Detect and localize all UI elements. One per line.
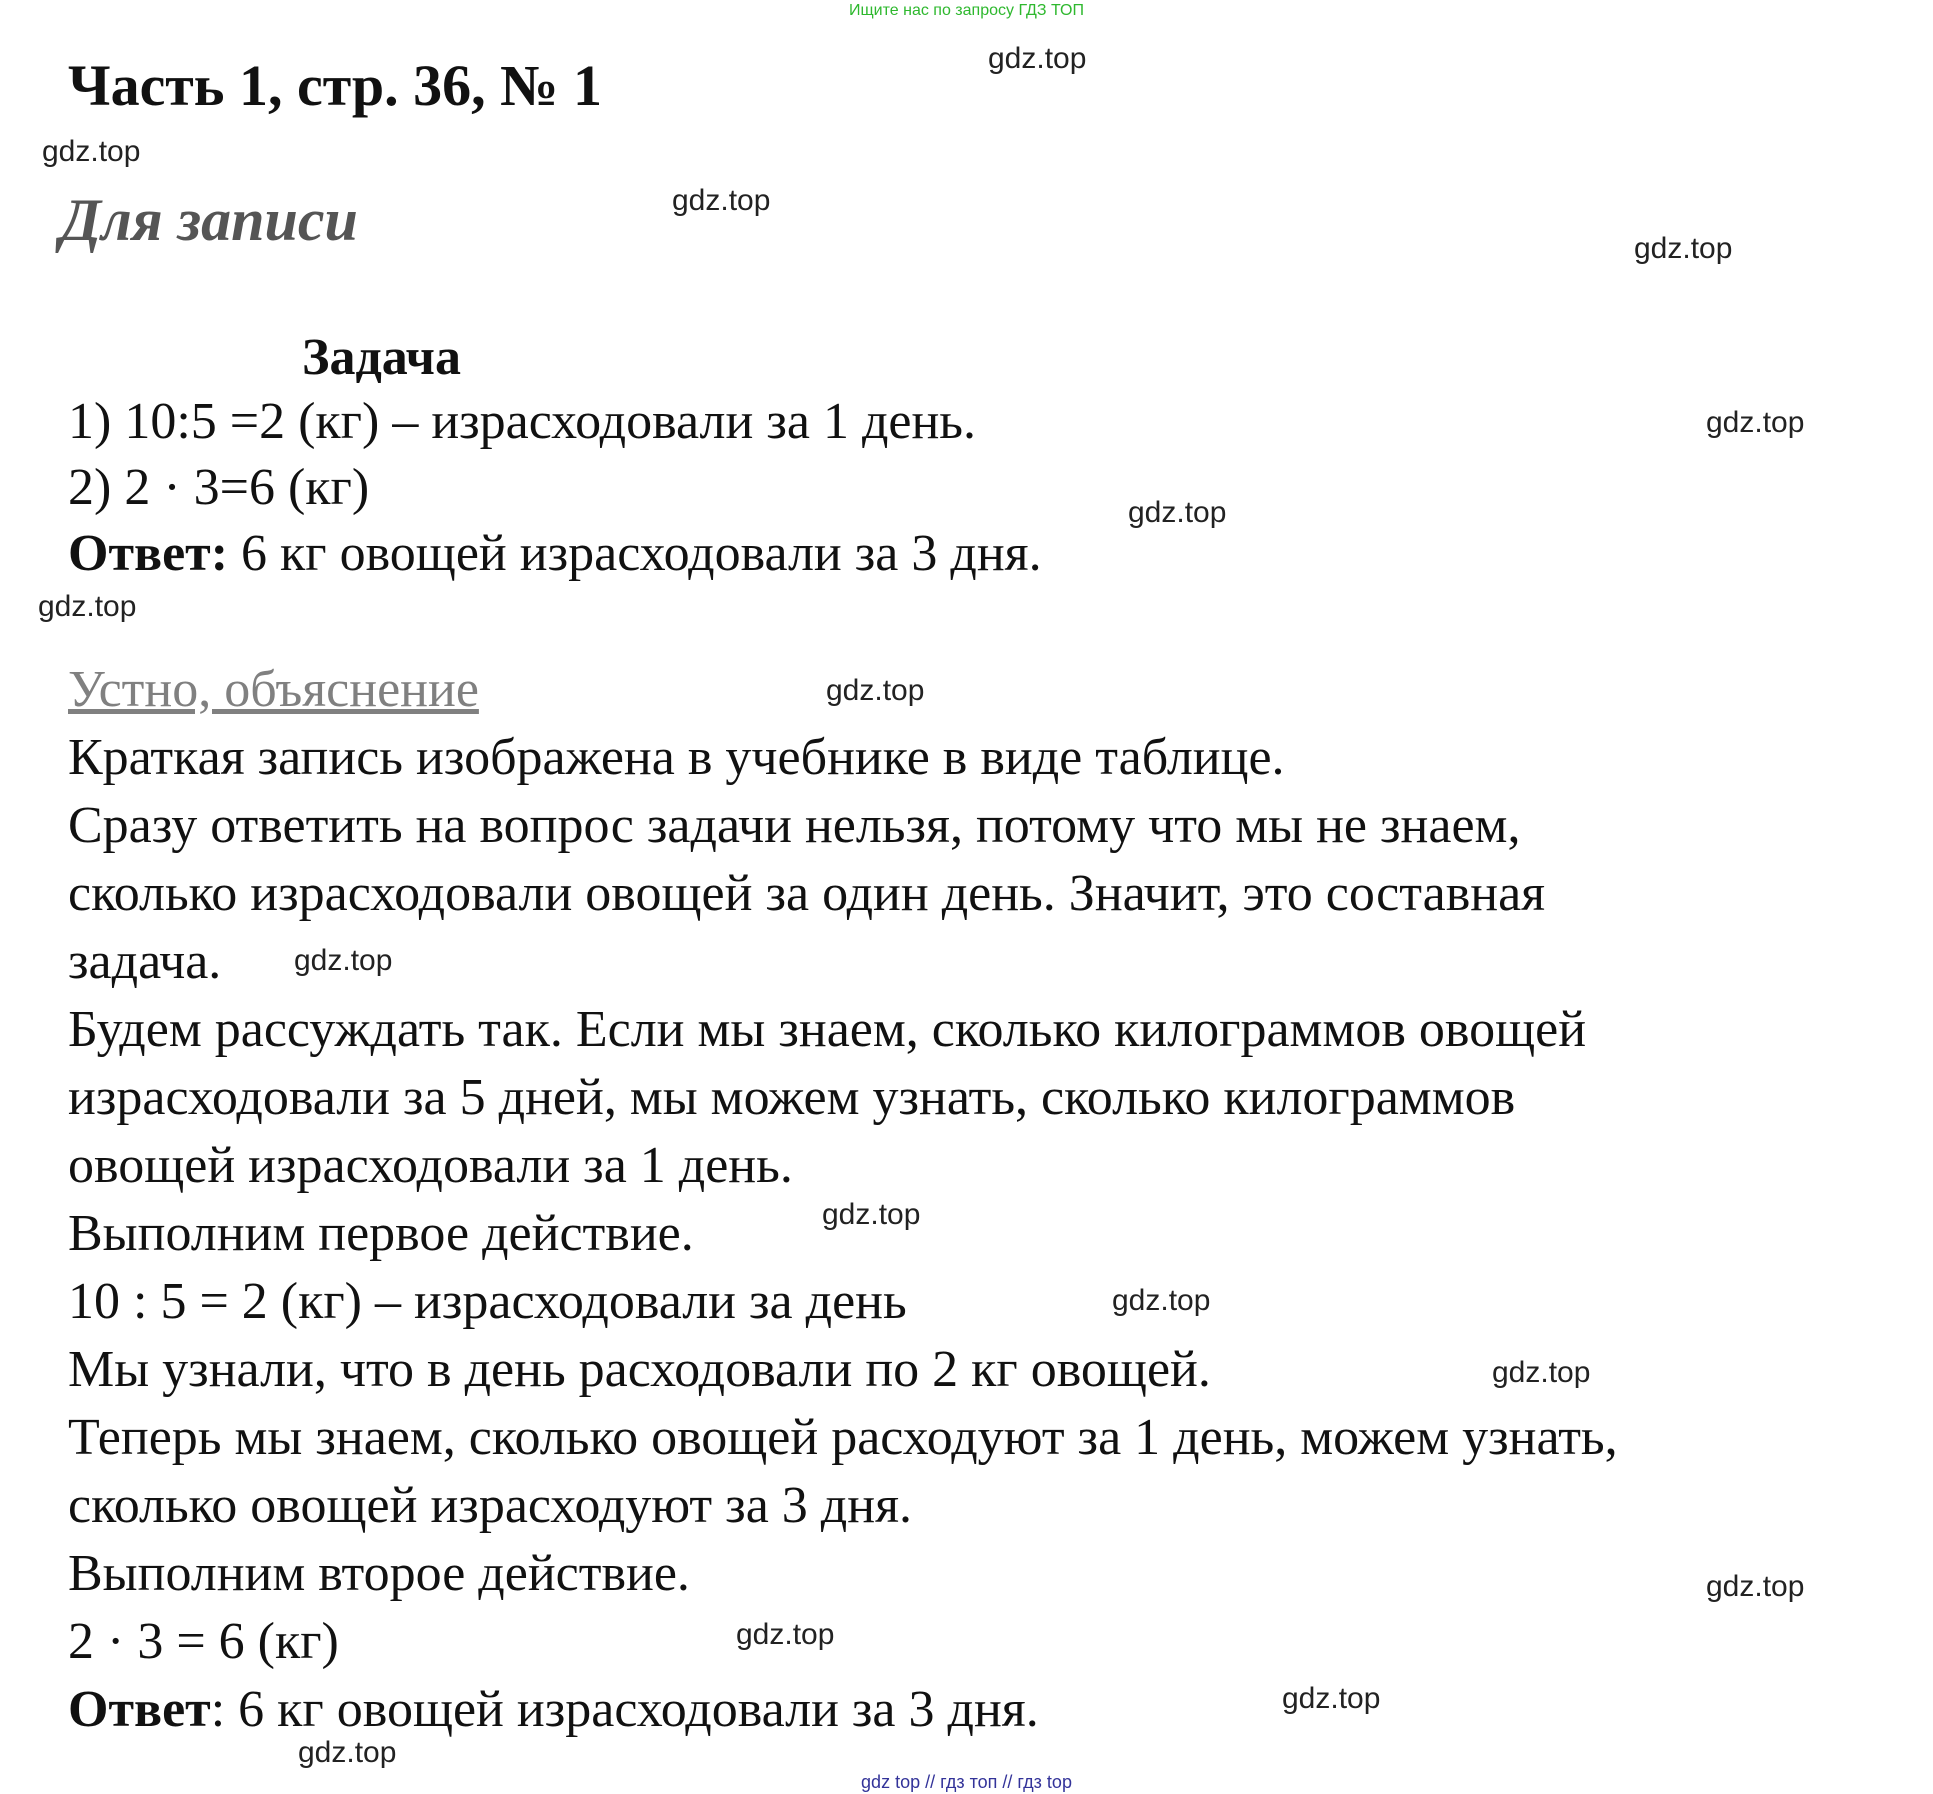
explanation-line: израсходовали за 5 дней, мы можем узнать, сколько килограммов bbox=[68, 1069, 1516, 1126]
final-answer-label: Ответ bbox=[68, 1681, 211, 1738]
explanation-line: 10 : 5 = 2 (кг) – израсходовали за день bbox=[68, 1273, 907, 1330]
solution-answer bbox=[68, 524, 1042, 583]
explanation-line: Краткая запись изображена в учебнике в виде таблице. bbox=[68, 729, 1285, 786]
explanation-line: сколько овощей израсходуют за 3 дня. bbox=[68, 1477, 912, 1534]
watermark: gdz.top bbox=[294, 944, 393, 977]
solution-step-1: 1) 10:5 =2 (кг) – израсходовали за 1 день. bbox=[68, 393, 977, 450]
explanation-line: сколько израсходовали овощей за один день. Значит, это составная bbox=[68, 865, 1546, 922]
watermark: gdz.top bbox=[1706, 406, 1805, 439]
explanation-line: Сразу ответить на вопрос задачи нельзя, потому что мы не знаем, bbox=[68, 797, 1521, 854]
record-subtitle: Для записи bbox=[60, 187, 358, 253]
explanation-line: Теперь мы знаем, сколько овощей расходуют за 1 день, можем узнать, bbox=[68, 1409, 1618, 1466]
page-title: Часть 1, стр. 36, № 1 bbox=[68, 53, 602, 118]
footer-watermark: gdz top // гдз топ // гдз top bbox=[861, 1772, 1072, 1792]
explanation-line: задача. bbox=[68, 933, 222, 990]
final-answer-text: : 6 кг овощей израсходовали за 3 дня. bbox=[210, 1681, 1039, 1738]
watermark: gdz.top bbox=[1492, 1356, 1591, 1389]
watermark: gdz.top bbox=[1282, 1682, 1381, 1715]
watermark: gdz.top bbox=[826, 674, 925, 707]
watermark: gdz.top bbox=[38, 590, 137, 623]
section-heading: Устно, объяснение bbox=[68, 661, 479, 718]
solution-step-2: 2) 2 · 3=6 (кг) bbox=[68, 459, 370, 516]
watermark: gdz.top bbox=[298, 1736, 397, 1769]
watermark: gdz.top bbox=[988, 42, 1087, 75]
watermark: gdz.top bbox=[822, 1198, 921, 1231]
explanation-line: Выполним первое действие. bbox=[68, 1205, 694, 1262]
explanation-line: Выполним второе действие. bbox=[68, 1545, 690, 1602]
watermark: gdz.top bbox=[672, 184, 771, 217]
explanation-line: Мы узнали, что в день расходовали по 2 кг овощей. bbox=[68, 1341, 1211, 1398]
search-banner: Ищите нас по запросу ГДЗ ТОП bbox=[849, 2, 1084, 19]
watermark: gdz.top bbox=[42, 135, 141, 168]
watermark: gdz.top bbox=[736, 1618, 835, 1651]
watermark: gdz.top bbox=[1128, 496, 1227, 529]
watermark: gdz.top bbox=[1706, 1570, 1805, 1603]
final-answer bbox=[68, 1680, 1039, 1739]
explanation-line: 2 · 3 = 6 (кг) bbox=[68, 1613, 339, 1670]
explanation-line: овощей израсходовали за 1 день. bbox=[68, 1137, 793, 1194]
task-heading: Задача bbox=[302, 329, 461, 386]
answer-label: Ответ: bbox=[68, 525, 229, 582]
explanation-line: Будем рассуждать так. Если мы знаем, сколько килограммов овощей bbox=[68, 1001, 1587, 1058]
answer-text: 6 кг овощей израсходовали за 3 дня. bbox=[228, 525, 1042, 582]
watermark: gdz.top bbox=[1634, 232, 1733, 265]
watermark: gdz.top bbox=[1112, 1284, 1211, 1317]
